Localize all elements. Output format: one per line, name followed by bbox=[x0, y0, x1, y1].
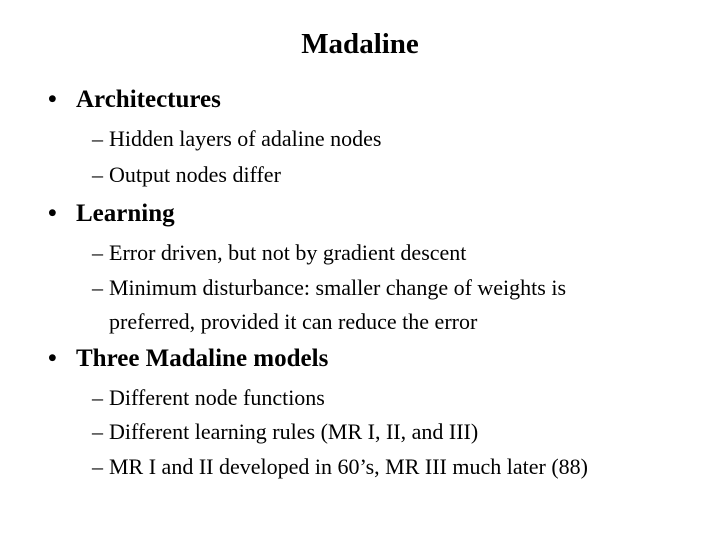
sub-bullet-text: preferred, provided it can reduce the error bbox=[109, 309, 478, 334]
bullet-icon: • bbox=[48, 345, 57, 372]
bullet-architectures bbox=[48, 85, 221, 115]
sub-bullet bbox=[92, 450, 692, 484]
dash-icon: – bbox=[92, 385, 103, 410]
sub-bullet-continuation bbox=[92, 305, 692, 339]
sub-bullet bbox=[92, 271, 692, 305]
sub-bullet-text: Error driven, but not by gradient descent bbox=[109, 240, 467, 265]
sub-bullet bbox=[92, 381, 692, 415]
bullet-heading: Learning bbox=[76, 200, 175, 227]
dash-icon: – bbox=[92, 162, 103, 187]
bullet-learning bbox=[48, 199, 175, 229]
bullet-icon: • bbox=[48, 86, 57, 113]
dash-icon: – bbox=[92, 126, 103, 151]
sub-bullet-text: Minimum disturbance: smaller change of weights is bbox=[109, 275, 567, 300]
sub-bullet-text: MR I and II developed in 60’s, MR III much later (88) bbox=[109, 454, 588, 479]
sub-bullet-text: Different learning rules (MR I, II, and III) bbox=[109, 419, 479, 444]
bullet-heading: Architectures bbox=[76, 86, 221, 113]
bullet-icon: • bbox=[48, 200, 57, 227]
sub-bullet bbox=[92, 236, 692, 270]
dash-icon: – bbox=[92, 275, 103, 300]
sub-bullet-text: Output nodes differ bbox=[109, 162, 281, 187]
sub-bullet-text: Hidden layers of adaline nodes bbox=[109, 126, 382, 151]
sub-bullet bbox=[92, 122, 692, 156]
slide-title: Madaline bbox=[301, 28, 419, 60]
dash-icon: – bbox=[92, 240, 103, 265]
sub-bullet bbox=[92, 158, 692, 192]
bullet-three-madaline-models bbox=[48, 344, 328, 374]
sub-bullet-text: Different node functions bbox=[109, 385, 325, 410]
dash-icon: – bbox=[92, 454, 103, 479]
bullet-heading: Three Madaline models bbox=[76, 345, 329, 372]
dash-icon: – bbox=[92, 419, 103, 444]
sub-bullet bbox=[92, 415, 692, 449]
